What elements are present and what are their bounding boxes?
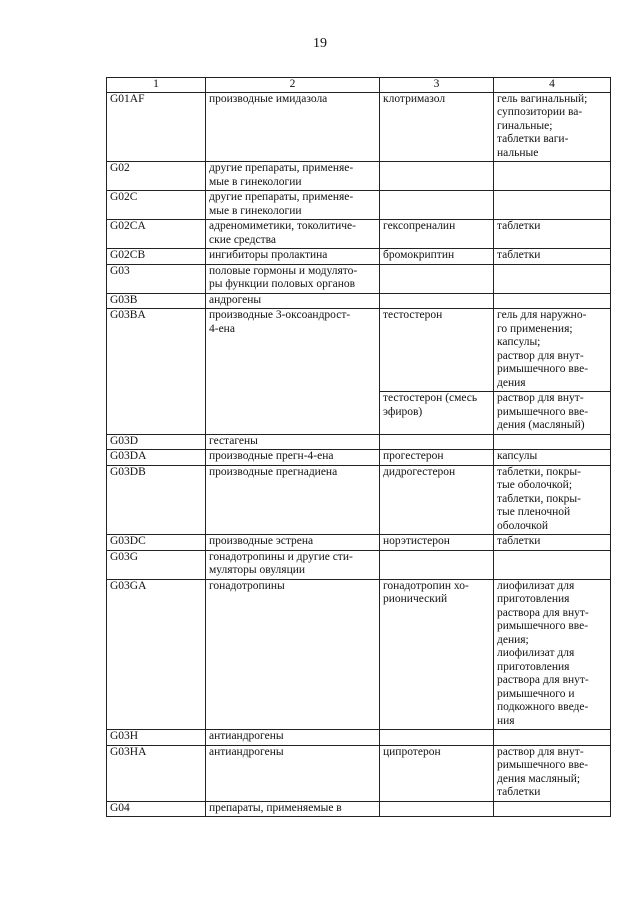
dosage-form-cell xyxy=(494,293,611,309)
group-cell: гонадотропины xyxy=(206,579,380,730)
drug-cell: норэтистерон xyxy=(380,535,494,551)
dosage-form-cell: лиофилизат для приготовления раствора для внут- римышечного вве- дения; лиофилизат для приготовления раствора для внут- римышечного и подкожного введе- ния xyxy=(494,579,611,730)
dosage-form-cell: таблетки xyxy=(494,249,611,265)
group-cell: другие препараты, применяе- мые в гинекологии xyxy=(206,191,380,220)
drug-cell: клотримазол xyxy=(380,92,494,162)
atc-code-cell: G03HA xyxy=(107,745,206,801)
drug-cell: прогестерон xyxy=(380,450,494,466)
drug-cell: дидрогестерон xyxy=(380,465,494,535)
group-cell: производные 3-оксоандрост- 4-ена xyxy=(206,309,380,435)
group-cell: гестагены xyxy=(206,434,380,450)
dosage-form-cell: гель для наружно- го применения; капсулы; раствор для внут- римышечного вве- дения xyxy=(494,309,611,392)
drug-cell xyxy=(380,434,494,450)
dosage-form-cell: таблетки xyxy=(494,220,611,249)
table-row xyxy=(107,579,611,730)
group-cell: антиандрогены xyxy=(206,745,380,801)
atc-code-cell: G03GA xyxy=(107,579,206,730)
group-cell: производные прегнадиена xyxy=(206,465,380,535)
table-row xyxy=(107,535,611,551)
dosage-form-cell: раствор для внут- римышечного вве- дения (масляный) xyxy=(494,392,611,435)
drug-cell: бромокриптин xyxy=(380,249,494,265)
table-row xyxy=(107,162,611,191)
dosage-form-cell xyxy=(494,191,611,220)
table-row xyxy=(107,550,611,579)
drug-cell xyxy=(380,801,494,817)
table-row xyxy=(107,264,611,293)
group-cell: ингибиторы пролактина xyxy=(206,249,380,265)
column-header-4: 4 xyxy=(494,78,611,93)
column-header-3: 3 xyxy=(380,78,494,93)
atc-code-cell: G03BA xyxy=(107,309,206,435)
table-row xyxy=(107,730,611,746)
table-row xyxy=(107,465,611,535)
table-row xyxy=(107,309,611,392)
group-cell: препараты, применяемые в xyxy=(206,801,380,817)
atc-code-cell: G02CA xyxy=(107,220,206,249)
drug-cell xyxy=(380,191,494,220)
dosage-form-cell xyxy=(494,162,611,191)
group-cell: андрогены xyxy=(206,293,380,309)
table-row xyxy=(107,293,611,309)
dosage-form-cell xyxy=(494,801,611,817)
atc-code-cell: G02 xyxy=(107,162,206,191)
dosage-form-cell: капсулы xyxy=(494,450,611,466)
atc-code-cell: G04 xyxy=(107,801,206,817)
dosage-form-cell xyxy=(494,434,611,450)
column-header-2: 2 xyxy=(206,78,380,93)
drug-cell: тестостерон (смесь эфиров) xyxy=(380,392,494,435)
group-cell: антиандрогены xyxy=(206,730,380,746)
group-cell: адреномиметики, токолитиче- ские средства xyxy=(206,220,380,249)
atc-code-cell: G03DA xyxy=(107,450,206,466)
table-row xyxy=(107,249,611,265)
drug-cell xyxy=(380,730,494,746)
table-row xyxy=(107,801,611,817)
page-number: 19 xyxy=(313,36,327,51)
dosage-form-cell: таблетки xyxy=(494,535,611,551)
atc-code-cell: G03H xyxy=(107,730,206,746)
table-row xyxy=(107,434,611,450)
group-cell: половые гормоны и модулято- ры функции половых органов xyxy=(206,264,380,293)
drug-cell: тестостерон xyxy=(380,309,494,392)
dosage-form-cell: таблетки, покры- тые оболочкой; таблетки, покры- тые пленочной оболочкой xyxy=(494,465,611,535)
atc-code-cell: G02CB xyxy=(107,249,206,265)
group-cell: производные имидазола xyxy=(206,92,380,162)
atc-code-cell: G03DC xyxy=(107,535,206,551)
atc-code-cell: G03DB xyxy=(107,465,206,535)
atc-code-cell: G01AF xyxy=(107,92,206,162)
drug-cell xyxy=(380,264,494,293)
atc-code-cell: G03B xyxy=(107,293,206,309)
atc-code-cell: G02C xyxy=(107,191,206,220)
table-row xyxy=(107,450,611,466)
table-row xyxy=(107,191,611,220)
drug-cell xyxy=(380,293,494,309)
drug-cell xyxy=(380,550,494,579)
atc-code-cell: G03D xyxy=(107,434,206,450)
dosage-form-cell xyxy=(494,264,611,293)
group-cell: производные эстрена xyxy=(206,535,380,551)
dosage-form-cell xyxy=(494,730,611,746)
table-header-row xyxy=(107,78,611,93)
atc-code-cell: G03 xyxy=(107,264,206,293)
dosage-form-cell: гель вагинальный; суппозитории ва- гинальные; таблетки ваги- нальные xyxy=(494,92,611,162)
drug-cell: гонадотропин хо- рионический xyxy=(380,579,494,730)
column-header-1: 1 xyxy=(107,78,206,93)
dosage-form-cell xyxy=(494,550,611,579)
table-row xyxy=(107,220,611,249)
group-cell: другие препараты, применяе- мые в гинекологии xyxy=(206,162,380,191)
table-row xyxy=(107,92,611,162)
drug-classification-table xyxy=(106,77,611,817)
atc-code-cell: G03G xyxy=(107,550,206,579)
table-row xyxy=(107,745,611,801)
drug-cell: ципротерон xyxy=(380,745,494,801)
dosage-form-cell: раствор для внут- римышечного вве- дения масляный; таблетки xyxy=(494,745,611,801)
drug-cell xyxy=(380,162,494,191)
drug-cell: гексопреналин xyxy=(380,220,494,249)
group-cell: гонадотропины и другие сти- муляторы овуляции xyxy=(206,550,380,579)
group-cell: производные прегн-4-ена xyxy=(206,450,380,466)
